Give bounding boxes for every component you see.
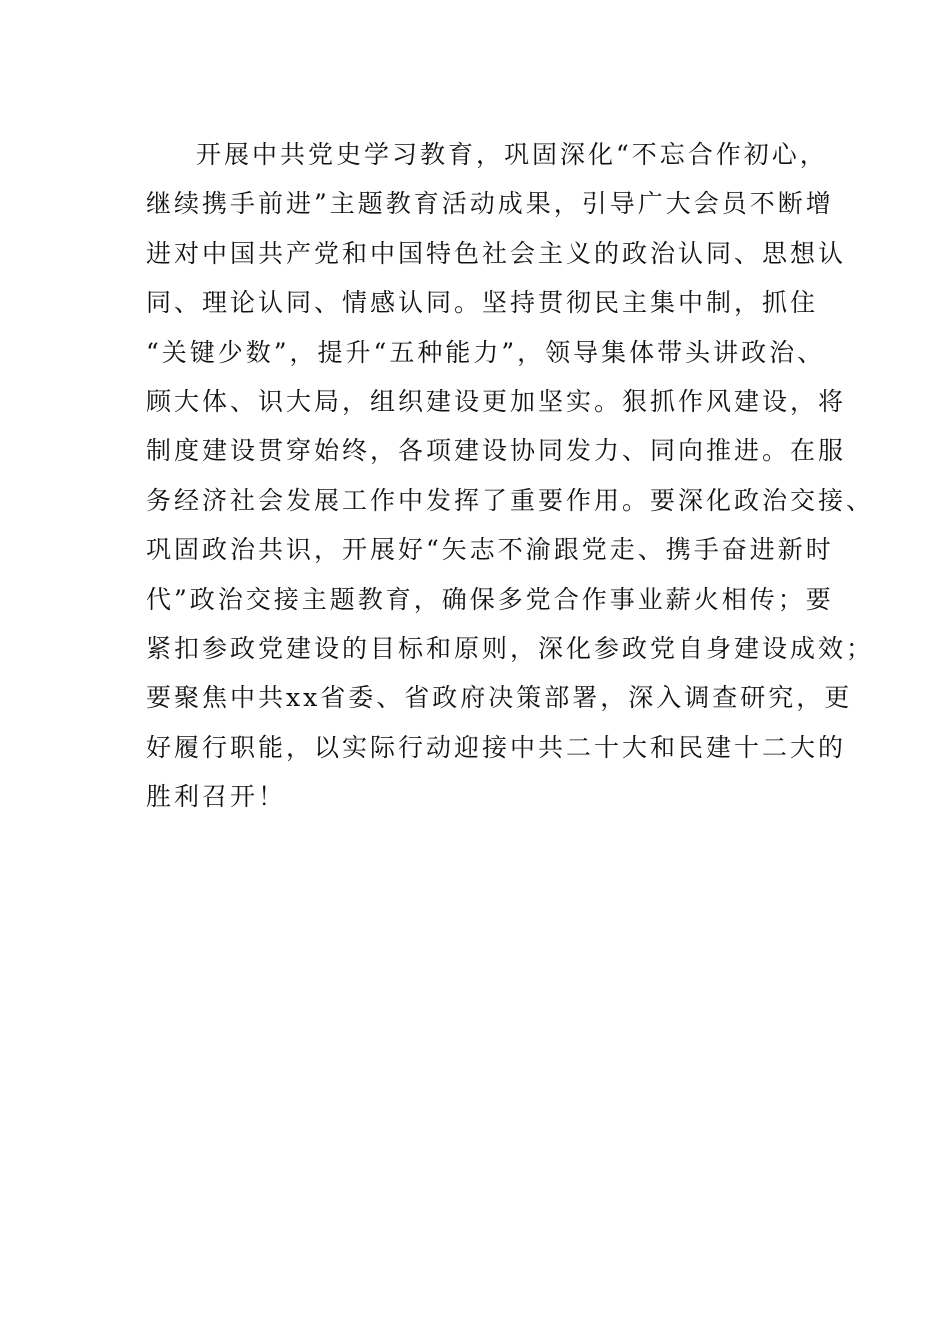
- paragraph-line: “关键少数”，提升“五种能力”，领导集体带头讲政治、: [146, 337, 826, 367]
- paragraph-line: 胜利召开！: [146, 782, 287, 812]
- paragraph-line: 紧扣参政党建设的目标和原则，深化参政党自身建设成效；: [146, 633, 875, 663]
- paragraph-line: 开展中共党史学习教育，巩固深化“不忘合作初心，: [196, 140, 828, 169]
- paragraph-line: 顾大体、识大局，组织建设更加坚实。狠抓作风建设，将: [146, 386, 847, 416]
- paragraph-line: 代”政治交接主题教育，确保多党合作事业薪火相传；要: [146, 584, 834, 614]
- paragraph-line: 继续携手前进”主题教育活动成果，引导广大会员不断增: [146, 189, 834, 219]
- paragraph-line: 务经济社会发展工作中发挥了重要作用。要深化政治交接、: [146, 485, 875, 515]
- paragraph-line: 要聚焦中共xx省委、省政府决策部署，深入调查研究，更: [146, 683, 853, 713]
- paragraph-line: 制度建设贯穿始终，各项建设协同发力、同向推进。在服: [146, 436, 847, 466]
- paragraph-line: 同、理论认同、情感认同。坚持贯彻民主集中制，抓住: [146, 288, 819, 318]
- paragraph-line: 进对中国共产党和中国特色社会主义的政治认同、思想认: [146, 238, 847, 268]
- body-paragraph: [146, 130, 875, 821]
- paragraph-line: 巩固政治共识，开展好“矢志不渝跟党走、携手奋进新时: [146, 535, 834, 565]
- paragraph-line: 好履行职能，以实际行动迎接中共二十大和民建十二大的: [146, 732, 847, 762]
